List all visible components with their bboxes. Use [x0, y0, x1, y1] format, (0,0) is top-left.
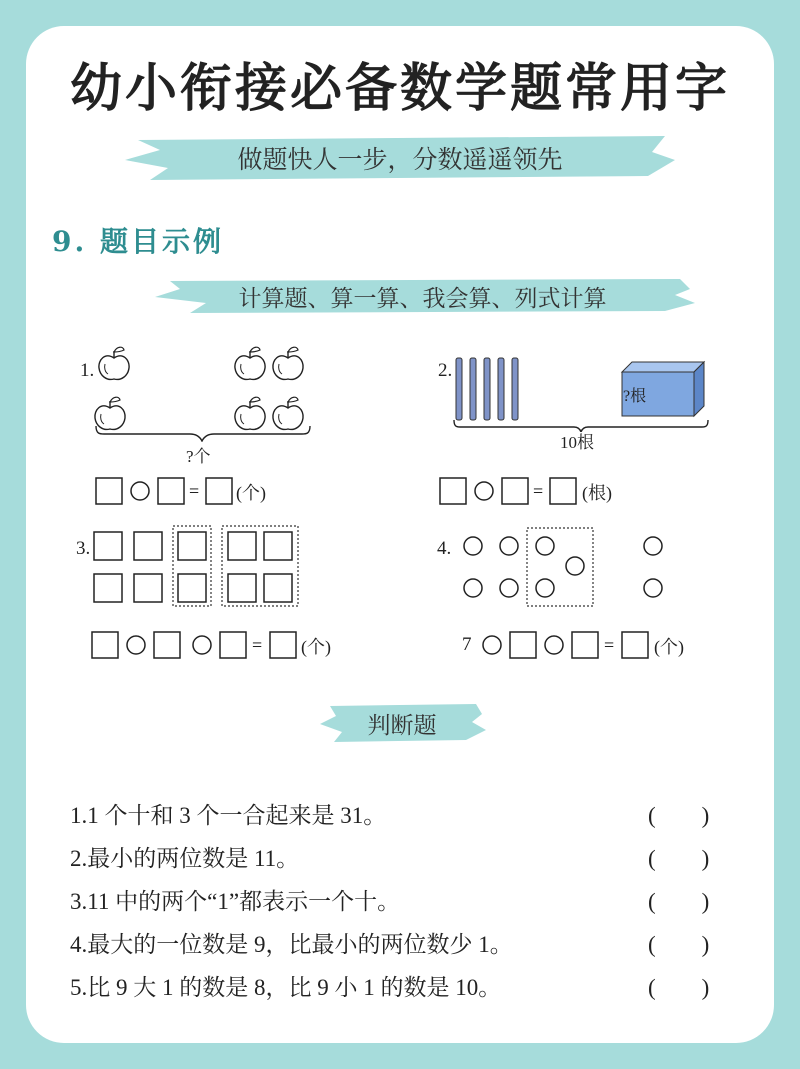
judge-answer-3[interactable]: ( ): [648, 889, 710, 914]
judge-item-2: 2.最小的两位数是 11。: [70, 846, 300, 871]
judge-banner: 判断题: [367, 713, 437, 739]
problem-2-unit: (根): [582, 483, 612, 503]
svg-text:=: =: [533, 481, 544, 501]
apple-icon: [273, 397, 303, 429]
apple-icon: [273, 347, 303, 379]
problem-4-figure: [455, 524, 675, 610]
problem-3-figure: [90, 524, 305, 610]
section-heading: 9. 题目示例: [52, 225, 224, 258]
problem-3-unit: (个): [301, 637, 331, 657]
problem-2-total-label: 10根: [560, 433, 594, 452]
judge-item-3: 3.11 中的两个“1”都表示一个十。: [70, 889, 401, 914]
judge-item-1: 1.1 个十和 3 个一合起来是 31。: [70, 803, 387, 828]
problem-4-unit: (个): [654, 637, 684, 657]
page-title: 幼小衔接必备数学题常用字: [69, 59, 730, 119]
subtitle: 做题快人一步，分数遥遥领先: [237, 145, 563, 174]
apple-icon: [235, 347, 265, 379]
problem-4-number: 4.: [437, 538, 452, 559]
problem-3-equation: [90, 630, 310, 660]
judge-answer-5[interactable]: ( ): [648, 975, 710, 1000]
judge-answer-1[interactable]: ( ): [648, 803, 710, 828]
judge-item-5: 5.比 9 大 1 的数是 8，比 9 小 1 的数是 10。: [70, 975, 502, 1000]
judge-item-4: 4.最大的一位数是 9，比最小的两位数少 1。: [70, 932, 513, 957]
problem-1-figure: [90, 342, 320, 442]
svg-text:=: =: [252, 635, 263, 655]
problem-4-lead: 7: [462, 634, 472, 655]
apple-icon: [99, 347, 129, 379]
problem-4-equation: [480, 630, 680, 660]
problem-3-number: 3.: [76, 538, 91, 559]
calc-banner: 计算题、算一算、我会算、列式计算: [238, 286, 607, 312]
svg-text:=: =: [604, 635, 615, 655]
problem-1-label: ?个: [186, 447, 211, 466]
svg-text:=: =: [189, 481, 200, 501]
problem-2-box-label: ?根: [623, 388, 647, 405]
judge-answer-4[interactable]: ( ): [648, 932, 710, 957]
judge-answer-2[interactable]: ( ): [648, 846, 710, 871]
problem-1-number: 1.: [80, 360, 95, 381]
apple-icon: [95, 397, 125, 429]
apple-icon: [235, 397, 265, 429]
problem-1-unit: (个): [236, 483, 266, 503]
problem-2-figure: [450, 352, 720, 432]
problem-2-number: 2.: [438, 360, 453, 381]
